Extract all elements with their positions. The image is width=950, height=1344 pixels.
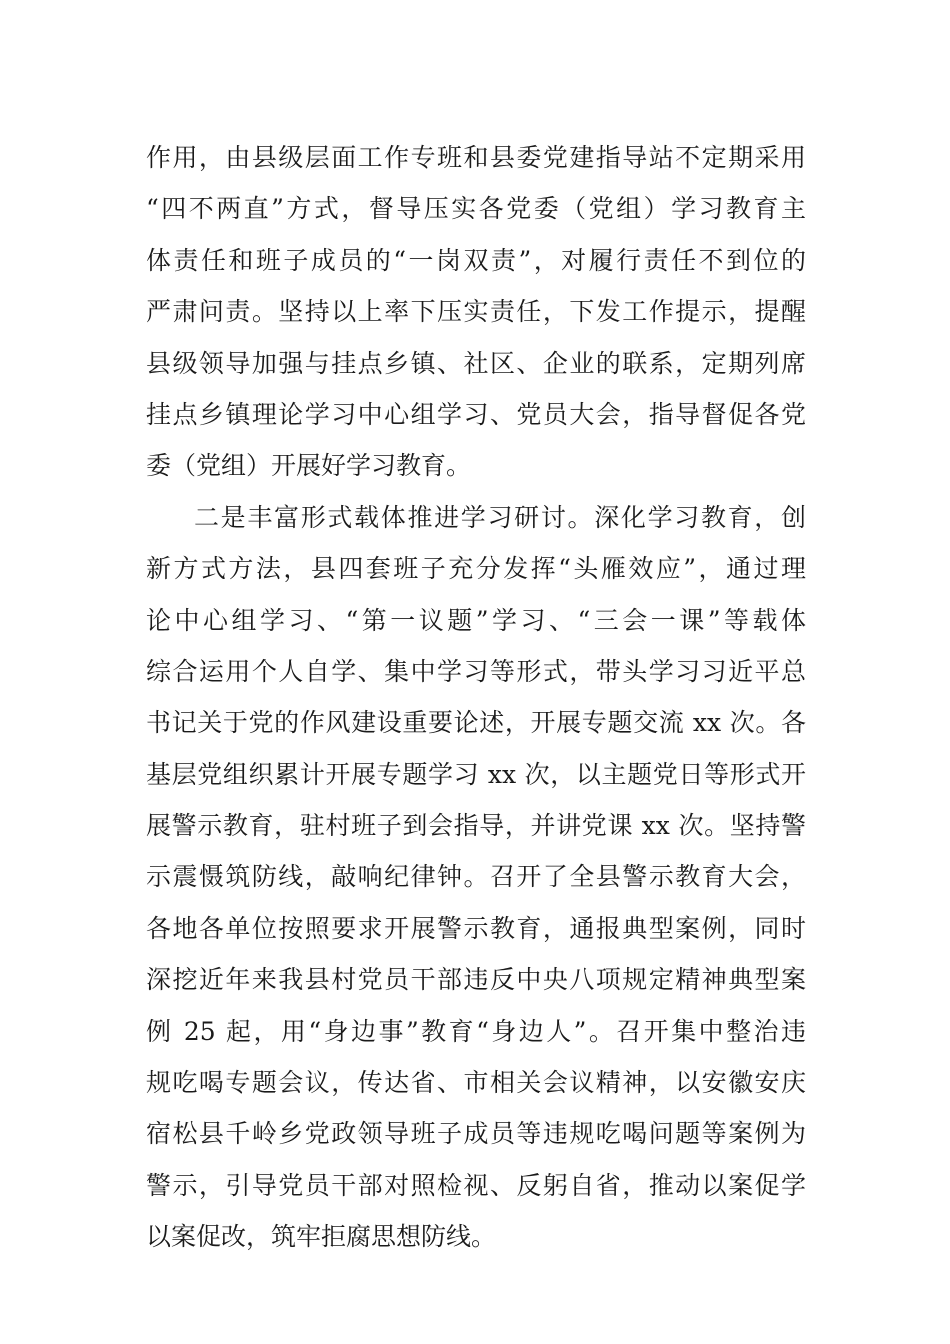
text-line: 二是丰富形式载体推进学习研讨。深化学习教育，创 [194, 502, 806, 532]
text-line: 以案促改，筑牢拒腐思想防线。 [146, 1222, 497, 1252]
body-text [146, 132, 806, 1263]
text-line: 县级领导加强与挂点乡镇、社区、企业的联系，定期列席 [146, 348, 806, 378]
text-line: 规吃喝专题会议，传达省、市相关会议精神，以安徽安庆 [146, 1068, 806, 1098]
text-line: 综合运用个人自学、集中学习等形式，带头学习习近平总 [146, 656, 806, 686]
text-line: 各地各单位按照要求开展警示教育，通报典型案例，同时 [146, 913, 806, 943]
text-line: 警示，引导党员干部对照检视、反躬自省，推动以案促学 [146, 1170, 806, 1200]
text-line: “四不两直”方式，督导压实各党委（党组）学习教育主 [146, 194, 806, 224]
text-line: 书记关于党的作风建设重要论述，开展专题交流 xx 次。各 [146, 708, 806, 738]
text-line: 严肃问责。坚持以上率下压实责任，下发工作提示，提醒 [146, 297, 806, 327]
text-line: 作用，由县级层面工作专班和县委党建指导站不定期采用 [146, 143, 806, 172]
text-line: 委（党组）开展好学习教育。 [146, 451, 472, 481]
text-line: 示震慑筑防线，敲响纪律钟。召开了全县警示教育大会， [146, 862, 806, 892]
text-line: 挂点乡镇理论学习中心组学习、党员大会，指导督促各党 [146, 399, 806, 429]
text-line: 基层党组织累计开展专题学习 xx 次，以主题党日等形式开 [146, 759, 806, 789]
text-line: 论中心组学习、“第一议题”学习、“三会一课”等载体 [146, 605, 806, 635]
text-line: 例 25 起，用“身边事”教育“身边人”。召开集中整治违 [146, 1016, 806, 1046]
text-line: 新方式方法，县四套班子充分发挥“头雁效应”，通过理 [146, 554, 806, 584]
text-line: 体责任和班子成员的“一岗双责”，对履行责任不到位的 [146, 245, 806, 275]
paragraph-2 [146, 492, 806, 1263]
text-line: 深挖近年来我县村党员干部违反中央八项规定精神典型案 [146, 965, 806, 995]
paragraph-1 [146, 132, 806, 492]
text-line: 展警示教育，驻村班子到会指导，并讲党课 xx 次。坚持警 [146, 811, 806, 841]
text-line: 宿松县千岭乡党政领导班子成员等违规吃喝问题等案例为 [146, 1119, 806, 1149]
